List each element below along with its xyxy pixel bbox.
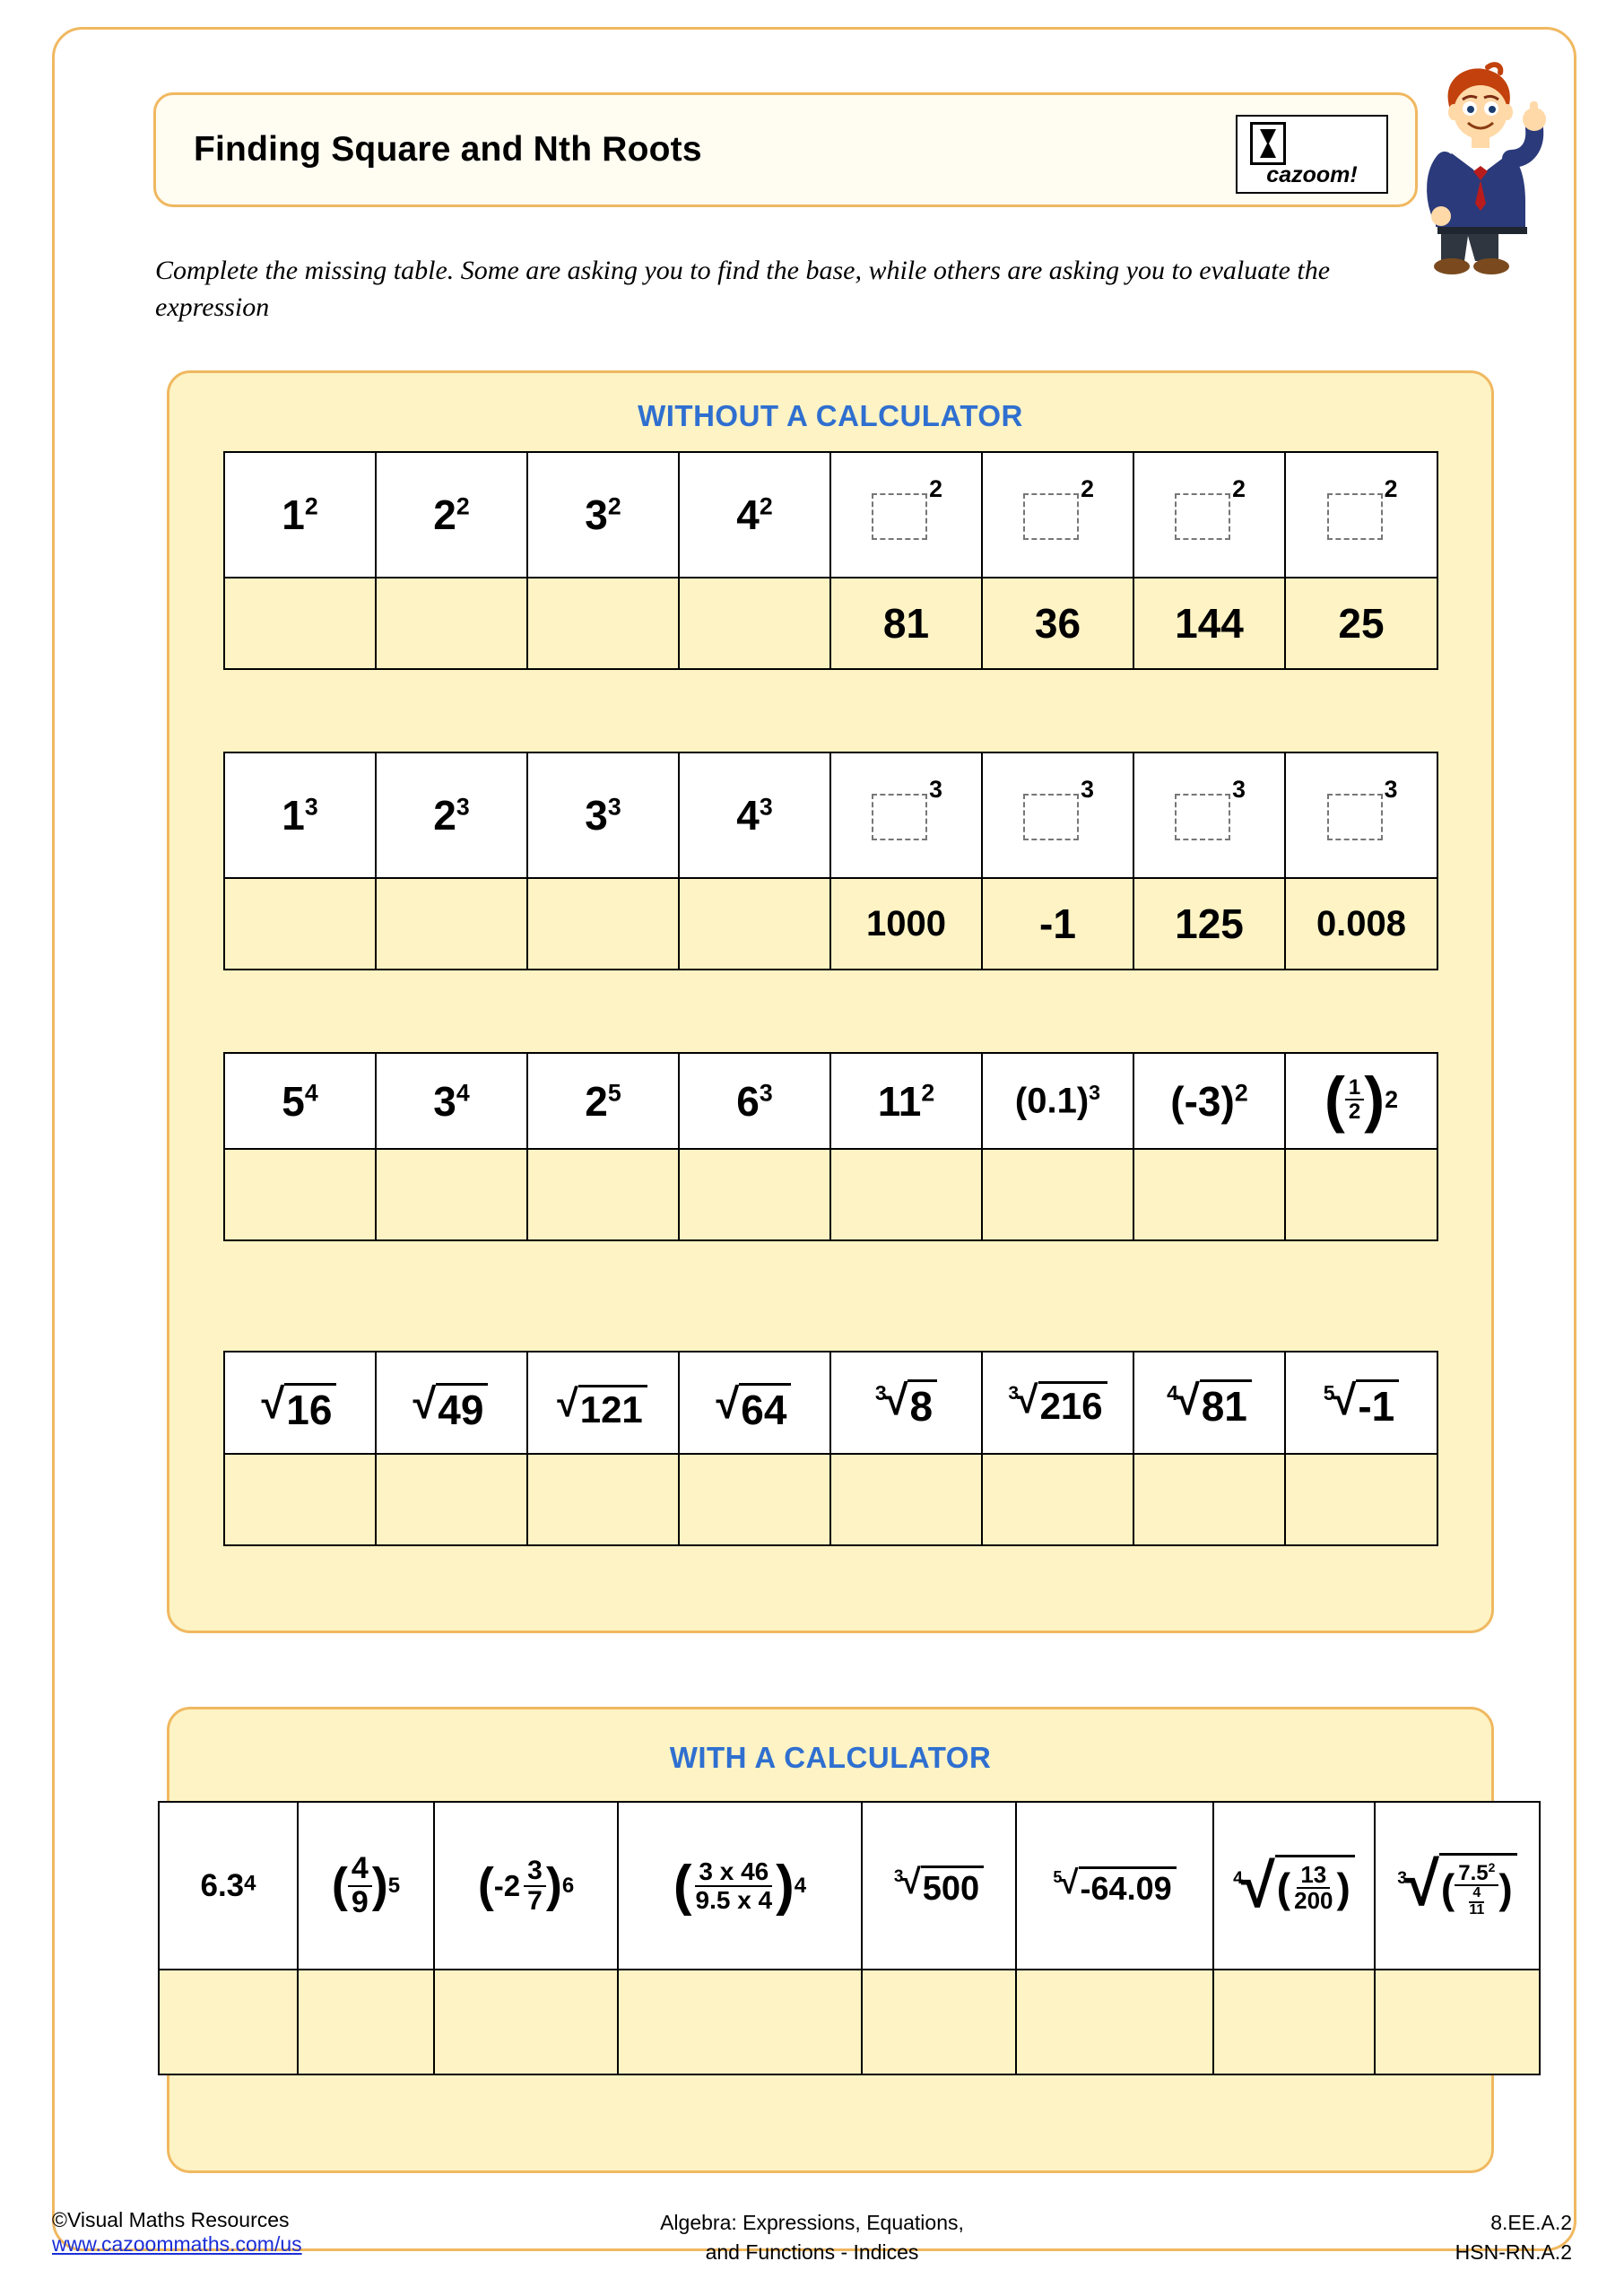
exponent: 3 bbox=[759, 1079, 773, 1107]
exponent: 4 bbox=[456, 1079, 470, 1107]
base-input-box[interactable] bbox=[1327, 794, 1383, 840]
exponent: 3 bbox=[456, 793, 470, 821]
cell-expression bbox=[224, 752, 376, 878]
exponent: 2 bbox=[456, 492, 470, 520]
numerator-base: 7.5 bbox=[1458, 1861, 1489, 1886]
fraction-numerator: 1 bbox=[1345, 1076, 1364, 1100]
base-value: 2 bbox=[433, 792, 456, 839]
radical-sign: √ bbox=[261, 1379, 285, 1427]
cell-expression-blank[interactable] bbox=[830, 752, 982, 878]
cell-radical bbox=[527, 1352, 679, 1454]
table-roots bbox=[223, 1351, 1438, 1546]
fraction bbox=[692, 1858, 777, 1913]
table-row bbox=[224, 752, 1437, 878]
cell-expression bbox=[527, 1053, 679, 1149]
answer-cell[interactable] bbox=[224, 1149, 376, 1240]
paren-close: ) bbox=[1336, 1864, 1350, 1911]
radical-sign: √ bbox=[557, 1382, 578, 1426]
cell-expression bbox=[376, 1053, 527, 1149]
answer-cell[interactable] bbox=[376, 1454, 527, 1545]
cell-expression-blank[interactable] bbox=[1285, 452, 1437, 578]
radicand: -64.09 bbox=[1079, 1866, 1177, 1905]
cell-radical bbox=[1285, 1352, 1437, 1454]
exponent: 3 bbox=[759, 793, 773, 821]
answer-cell[interactable]: -1 bbox=[982, 878, 1133, 970]
radical-sign: √ bbox=[1176, 1376, 1200, 1423]
cell-expression-blank[interactable] bbox=[1133, 752, 1285, 878]
topic-line-2: and Functions - Indices bbox=[705, 2240, 919, 2265]
table-row bbox=[224, 1352, 1437, 1454]
cell-expression bbox=[224, 452, 376, 578]
paren-close: ) bbox=[776, 1854, 795, 1917]
radicand: 49 bbox=[436, 1383, 488, 1431]
table-row bbox=[159, 1970, 1540, 2074]
cell-expression bbox=[159, 1802, 298, 1970]
radical-sign: √ bbox=[413, 1379, 437, 1427]
base-input-box[interactable] bbox=[1023, 493, 1079, 540]
exponent: 6 bbox=[561, 1873, 575, 1898]
table-cubes bbox=[223, 752, 1438, 970]
footer-right bbox=[1455, 2208, 1572, 2268]
cell-expression bbox=[224, 1053, 376, 1149]
answer-cell[interactable]: 25 bbox=[1285, 578, 1437, 669]
answer-cell[interactable] bbox=[224, 578, 376, 669]
cell-expression bbox=[376, 752, 527, 878]
radical-index: 4 bbox=[1233, 1869, 1243, 1889]
worksheet-page bbox=[52, 27, 1576, 2251]
answer-cell[interactable] bbox=[982, 1454, 1133, 1545]
base-input-box[interactable] bbox=[1175, 794, 1230, 840]
exponent: 3 bbox=[304, 793, 318, 821]
radical-expression bbox=[413, 1379, 489, 1433]
student-illustration bbox=[1402, 60, 1552, 283]
base-input-box[interactable] bbox=[872, 794, 927, 840]
table-row bbox=[224, 452, 1437, 578]
radical-expression bbox=[1167, 1376, 1252, 1430]
paren-open: ( bbox=[673, 1854, 692, 1917]
base-value: 3 bbox=[433, 1077, 456, 1125]
cell-radical bbox=[862, 1802, 1016, 1970]
cell-expression-fraction-power bbox=[1285, 1053, 1437, 1149]
answer-cell[interactable] bbox=[679, 1454, 830, 1545]
base-value: 6.3 bbox=[200, 1867, 245, 1903]
answer-cell[interactable] bbox=[1133, 1454, 1285, 1545]
copyright-text: ©Visual Maths Resources bbox=[52, 2208, 290, 2231]
radicand: 121 bbox=[578, 1385, 647, 1429]
radical-expression bbox=[1233, 1851, 1355, 1920]
radical-sign: √ bbox=[884, 1376, 908, 1423]
radical-expression bbox=[1397, 1849, 1516, 1919]
radical-index: 3 bbox=[1397, 1869, 1408, 1889]
exponent: 3 bbox=[1384, 776, 1398, 804]
answer-cell[interactable]: 125 bbox=[1133, 878, 1285, 970]
cell-expression bbox=[679, 452, 830, 578]
answer-cell[interactable] bbox=[830, 1149, 982, 1240]
base-value: 6 bbox=[736, 1077, 760, 1125]
exponent: 4 bbox=[304, 1079, 318, 1107]
radical-sign: √ bbox=[1333, 1376, 1357, 1423]
answer-cell[interactable] bbox=[376, 878, 527, 970]
exponent: 4 bbox=[244, 1871, 256, 1896]
standard-code-1: 8.EE.A.2 bbox=[1490, 2211, 1572, 2234]
answer-cell[interactable] bbox=[527, 1149, 679, 1240]
radicand: 64 bbox=[739, 1383, 791, 1431]
base-value: (0.1) bbox=[1014, 1081, 1090, 1121]
exponent: 2 bbox=[1385, 1085, 1399, 1113]
radicand: 8 bbox=[908, 1379, 937, 1427]
table-row bbox=[224, 878, 1437, 970]
fraction bbox=[1290, 1863, 1336, 1914]
base-value: 4 bbox=[736, 792, 760, 839]
exponent: 2 bbox=[759, 492, 773, 520]
radical-sign: √ bbox=[1405, 1849, 1439, 1919]
cell-expression-blank[interactable] bbox=[982, 752, 1133, 878]
numerator-exponent: 2 bbox=[1488, 1860, 1496, 1875]
paren-close: ) bbox=[371, 1858, 388, 1913]
exponent: 2 bbox=[1081, 475, 1094, 503]
cell-expression-blank[interactable] bbox=[1133, 452, 1285, 578]
answer-cell[interactable]: 1000 bbox=[830, 878, 982, 970]
base-value: 1 bbox=[282, 491, 305, 538]
exponent: 2 bbox=[607, 492, 621, 520]
hourglass-shape bbox=[1258, 128, 1278, 159]
answer-cell[interactable] bbox=[679, 878, 830, 970]
exponent: 3 bbox=[607, 793, 621, 821]
base-input-box[interactable] bbox=[872, 493, 927, 540]
radical-expression bbox=[874, 1376, 937, 1430]
answer-cell[interactable] bbox=[224, 878, 376, 970]
inner-numerator: 4 bbox=[1469, 1886, 1484, 1903]
radicand: -1 bbox=[1356, 1379, 1399, 1427]
paren-close: ) bbox=[1498, 1866, 1513, 1913]
panel-without-calculator-title: WITHOUT A CALCULATOR bbox=[638, 399, 1023, 432]
mixed-whole: -2 bbox=[493, 1868, 521, 1902]
fraction bbox=[1345, 1076, 1364, 1123]
exponent: 3 bbox=[1232, 776, 1246, 804]
title-banner bbox=[153, 92, 1418, 207]
topic-line-1: Algebra: Expressions, Equations, bbox=[660, 2211, 964, 2234]
cell-fraction-power bbox=[618, 1802, 862, 1970]
fraction bbox=[1455, 1861, 1498, 1918]
answer-cell[interactable]: 144 bbox=[1133, 578, 1285, 669]
cell-expression-blank[interactable] bbox=[1285, 752, 1437, 878]
table-row bbox=[224, 1149, 1437, 1240]
answer-cell[interactable] bbox=[376, 578, 527, 669]
base-value: 1 bbox=[282, 792, 305, 839]
radical-index: 5 bbox=[1323, 1380, 1335, 1405]
answer-cell[interactable] bbox=[224, 1454, 376, 1545]
base-input-box[interactable] bbox=[1175, 493, 1230, 540]
answer-cell[interactable] bbox=[862, 1970, 1016, 2074]
paren-close: ) bbox=[1364, 1065, 1385, 1134]
exponent: 2 bbox=[929, 475, 942, 503]
cell-expression-blank[interactable] bbox=[982, 452, 1133, 578]
fraction-numerator: 3 bbox=[524, 1857, 546, 1887]
exponent: 2 bbox=[921, 1079, 935, 1107]
radicand: 16 bbox=[284, 1383, 336, 1431]
answer-cell[interactable] bbox=[618, 1970, 862, 2074]
fraction bbox=[348, 1850, 372, 1919]
fraction-denominator: 7 bbox=[527, 1885, 543, 1916]
radicand: 500 bbox=[921, 1866, 984, 1906]
answer-cell[interactable] bbox=[1016, 1970, 1213, 2074]
radical-index: 5 bbox=[1053, 1868, 1063, 1887]
base-value: 3 bbox=[585, 491, 608, 538]
cell-expression bbox=[376, 452, 527, 578]
table-powers bbox=[223, 1052, 1438, 1241]
cell-radical bbox=[224, 1352, 376, 1454]
cell-expression bbox=[679, 1053, 830, 1149]
radical-index: 3 bbox=[893, 1867, 904, 1887]
fraction-numerator: 4 bbox=[348, 1853, 372, 1887]
cell-radical bbox=[1016, 1802, 1213, 1970]
fraction-numerator: 13 bbox=[1297, 1863, 1330, 1889]
exponent: 5 bbox=[387, 1873, 401, 1898]
answer-cell[interactable]: 81 bbox=[830, 578, 982, 669]
answer-cell[interactable] bbox=[527, 878, 679, 970]
instructions-text: Complete the missing table. Some are asking you to find the base, while others are asking you to evaluate the expression bbox=[155, 256, 1331, 323]
answer-cell[interactable] bbox=[527, 1454, 679, 1545]
exponent: 2 bbox=[304, 492, 318, 520]
base-value: (-3) bbox=[1170, 1077, 1235, 1125]
radical-expression bbox=[1323, 1376, 1399, 1430]
exponent: 2 bbox=[1234, 1079, 1248, 1107]
answer-cell[interactable] bbox=[830, 1454, 982, 1545]
radical-index: 4 bbox=[1167, 1380, 1178, 1405]
paren-open: ( bbox=[1276, 1864, 1291, 1911]
paren-open: ( bbox=[477, 1858, 494, 1913]
table-row bbox=[224, 1454, 1437, 1545]
answer-cell[interactable] bbox=[527, 578, 679, 669]
table-squares bbox=[223, 451, 1438, 670]
cell-radical-nested-fraction bbox=[1375, 1802, 1540, 1970]
exponent: 3 bbox=[1089, 1080, 1101, 1104]
base-value: 3 bbox=[585, 792, 608, 839]
radical-expression bbox=[1053, 1866, 1176, 1905]
answer-cell[interactable] bbox=[1133, 1149, 1285, 1240]
radicand bbox=[1275, 1855, 1355, 1914]
cell-radical bbox=[830, 1352, 982, 1454]
fraction-numerator: 3 x 46 bbox=[695, 1858, 772, 1886]
fraction bbox=[524, 1857, 546, 1915]
fraction-denominator: 2 bbox=[1348, 1100, 1361, 1125]
hourglass-icon bbox=[1250, 122, 1286, 165]
cazoom-logo bbox=[1236, 115, 1388, 194]
standard-code-2: HSN-RN.A.2 bbox=[1455, 2240, 1572, 2265]
paren-open: ( bbox=[331, 1858, 348, 1913]
radical-expression bbox=[557, 1382, 647, 1431]
cell-radical-fraction bbox=[1213, 1802, 1375, 1970]
paren-close: ) bbox=[545, 1858, 562, 1913]
paren-open: ( bbox=[1324, 1065, 1345, 1134]
cell-expression bbox=[527, 452, 679, 578]
radical-expression bbox=[261, 1379, 337, 1433]
table-row bbox=[159, 1802, 1540, 1970]
fraction-numerator bbox=[1455, 1861, 1498, 1886]
answer-cell[interactable]: 36 bbox=[982, 578, 1133, 669]
radical-sign: √ bbox=[901, 1863, 921, 1901]
exponent: 5 bbox=[607, 1079, 621, 1107]
page-footer bbox=[52, 2208, 1572, 2280]
exponent: 4 bbox=[794, 1873, 807, 1898]
fraction-denominator: 9.5 x 4 bbox=[695, 1885, 773, 1914]
radical-index: 3 bbox=[1008, 1383, 1020, 1405]
answer-cell[interactable] bbox=[159, 1970, 298, 2074]
cell-expression bbox=[679, 752, 830, 878]
base-value: 11 bbox=[877, 1077, 922, 1125]
footer-center bbox=[52, 2208, 1572, 2268]
exponent: 3 bbox=[929, 776, 942, 804]
table-row bbox=[224, 578, 1437, 669]
radical-sign: √ bbox=[1017, 1378, 1038, 1422]
answer-cell[interactable] bbox=[679, 578, 830, 669]
answer-cell[interactable] bbox=[982, 1149, 1133, 1240]
answer-cell[interactable] bbox=[1375, 1970, 1540, 2074]
panel-with-calculator-title: WITH A CALCULATOR bbox=[669, 1741, 992, 1774]
base-value: 5 bbox=[282, 1077, 305, 1125]
fraction-denominator: 200 bbox=[1294, 1887, 1333, 1915]
page-title: Finding Square and Nth Roots bbox=[194, 130, 702, 169]
base-value: 2 bbox=[433, 491, 456, 538]
base-input-box[interactable] bbox=[1327, 493, 1383, 540]
radical-expression bbox=[893, 1863, 984, 1908]
answer-cell[interactable] bbox=[679, 1149, 830, 1240]
inner-denominator: 11 bbox=[1469, 1902, 1485, 1918]
exponent: 2 bbox=[1232, 475, 1246, 503]
answer-cell[interactable] bbox=[434, 1970, 618, 2074]
radical-sign: √ bbox=[1240, 1851, 1275, 1920]
radical-sign: √ bbox=[1060, 1864, 1079, 1900]
cell-fraction-power bbox=[298, 1802, 434, 1970]
answer-cell[interactable] bbox=[376, 1149, 527, 1240]
cell-radical bbox=[679, 1352, 830, 1454]
cell-radical bbox=[376, 1352, 527, 1454]
radicand: 81 bbox=[1200, 1379, 1252, 1427]
answer-cell[interactable]: 0.008 bbox=[1285, 878, 1437, 970]
base-value: 2 bbox=[585, 1077, 608, 1125]
cell-expression bbox=[830, 1053, 982, 1149]
cell-expression-blank[interactable] bbox=[830, 452, 982, 578]
fraction-denominator bbox=[1462, 1886, 1491, 1918]
base-input-box[interactable] bbox=[1023, 794, 1079, 840]
radical-index: 3 bbox=[874, 1380, 887, 1405]
cell-radical bbox=[982, 1352, 1133, 1454]
cell-mixed-fraction-power bbox=[434, 1802, 618, 1970]
cell-expression bbox=[527, 752, 679, 878]
logo-wordmark: cazoom! bbox=[1266, 162, 1358, 187]
radicand bbox=[1439, 1853, 1517, 1918]
fraction-denominator: 9 bbox=[351, 1884, 369, 1919]
inner-fraction bbox=[1465, 1886, 1488, 1918]
radical-sign: √ bbox=[716, 1379, 740, 1427]
table-calculator bbox=[158, 1801, 1541, 2075]
radicand: 216 bbox=[1038, 1381, 1107, 1425]
exponent: 3 bbox=[1081, 776, 1094, 804]
answer-cell[interactable] bbox=[1213, 1970, 1375, 2074]
cell-radical bbox=[1133, 1352, 1285, 1454]
radical-expression bbox=[1008, 1378, 1107, 1427]
answer-cell[interactable] bbox=[1285, 1149, 1437, 1240]
table-row bbox=[224, 1053, 1437, 1149]
exponent: 2 bbox=[1384, 475, 1398, 503]
base-value: 4 bbox=[736, 491, 760, 538]
cell-expression bbox=[1133, 1053, 1285, 1149]
answer-cell[interactable] bbox=[1285, 1454, 1437, 1545]
website-link[interactable]: www.cazoommaths.com/us bbox=[52, 2232, 302, 2256]
answer-cell[interactable] bbox=[298, 1970, 434, 2074]
radical-expression bbox=[716, 1379, 792, 1433]
paren-open: ( bbox=[1440, 1866, 1455, 1913]
cell-expression bbox=[982, 1053, 1133, 1149]
